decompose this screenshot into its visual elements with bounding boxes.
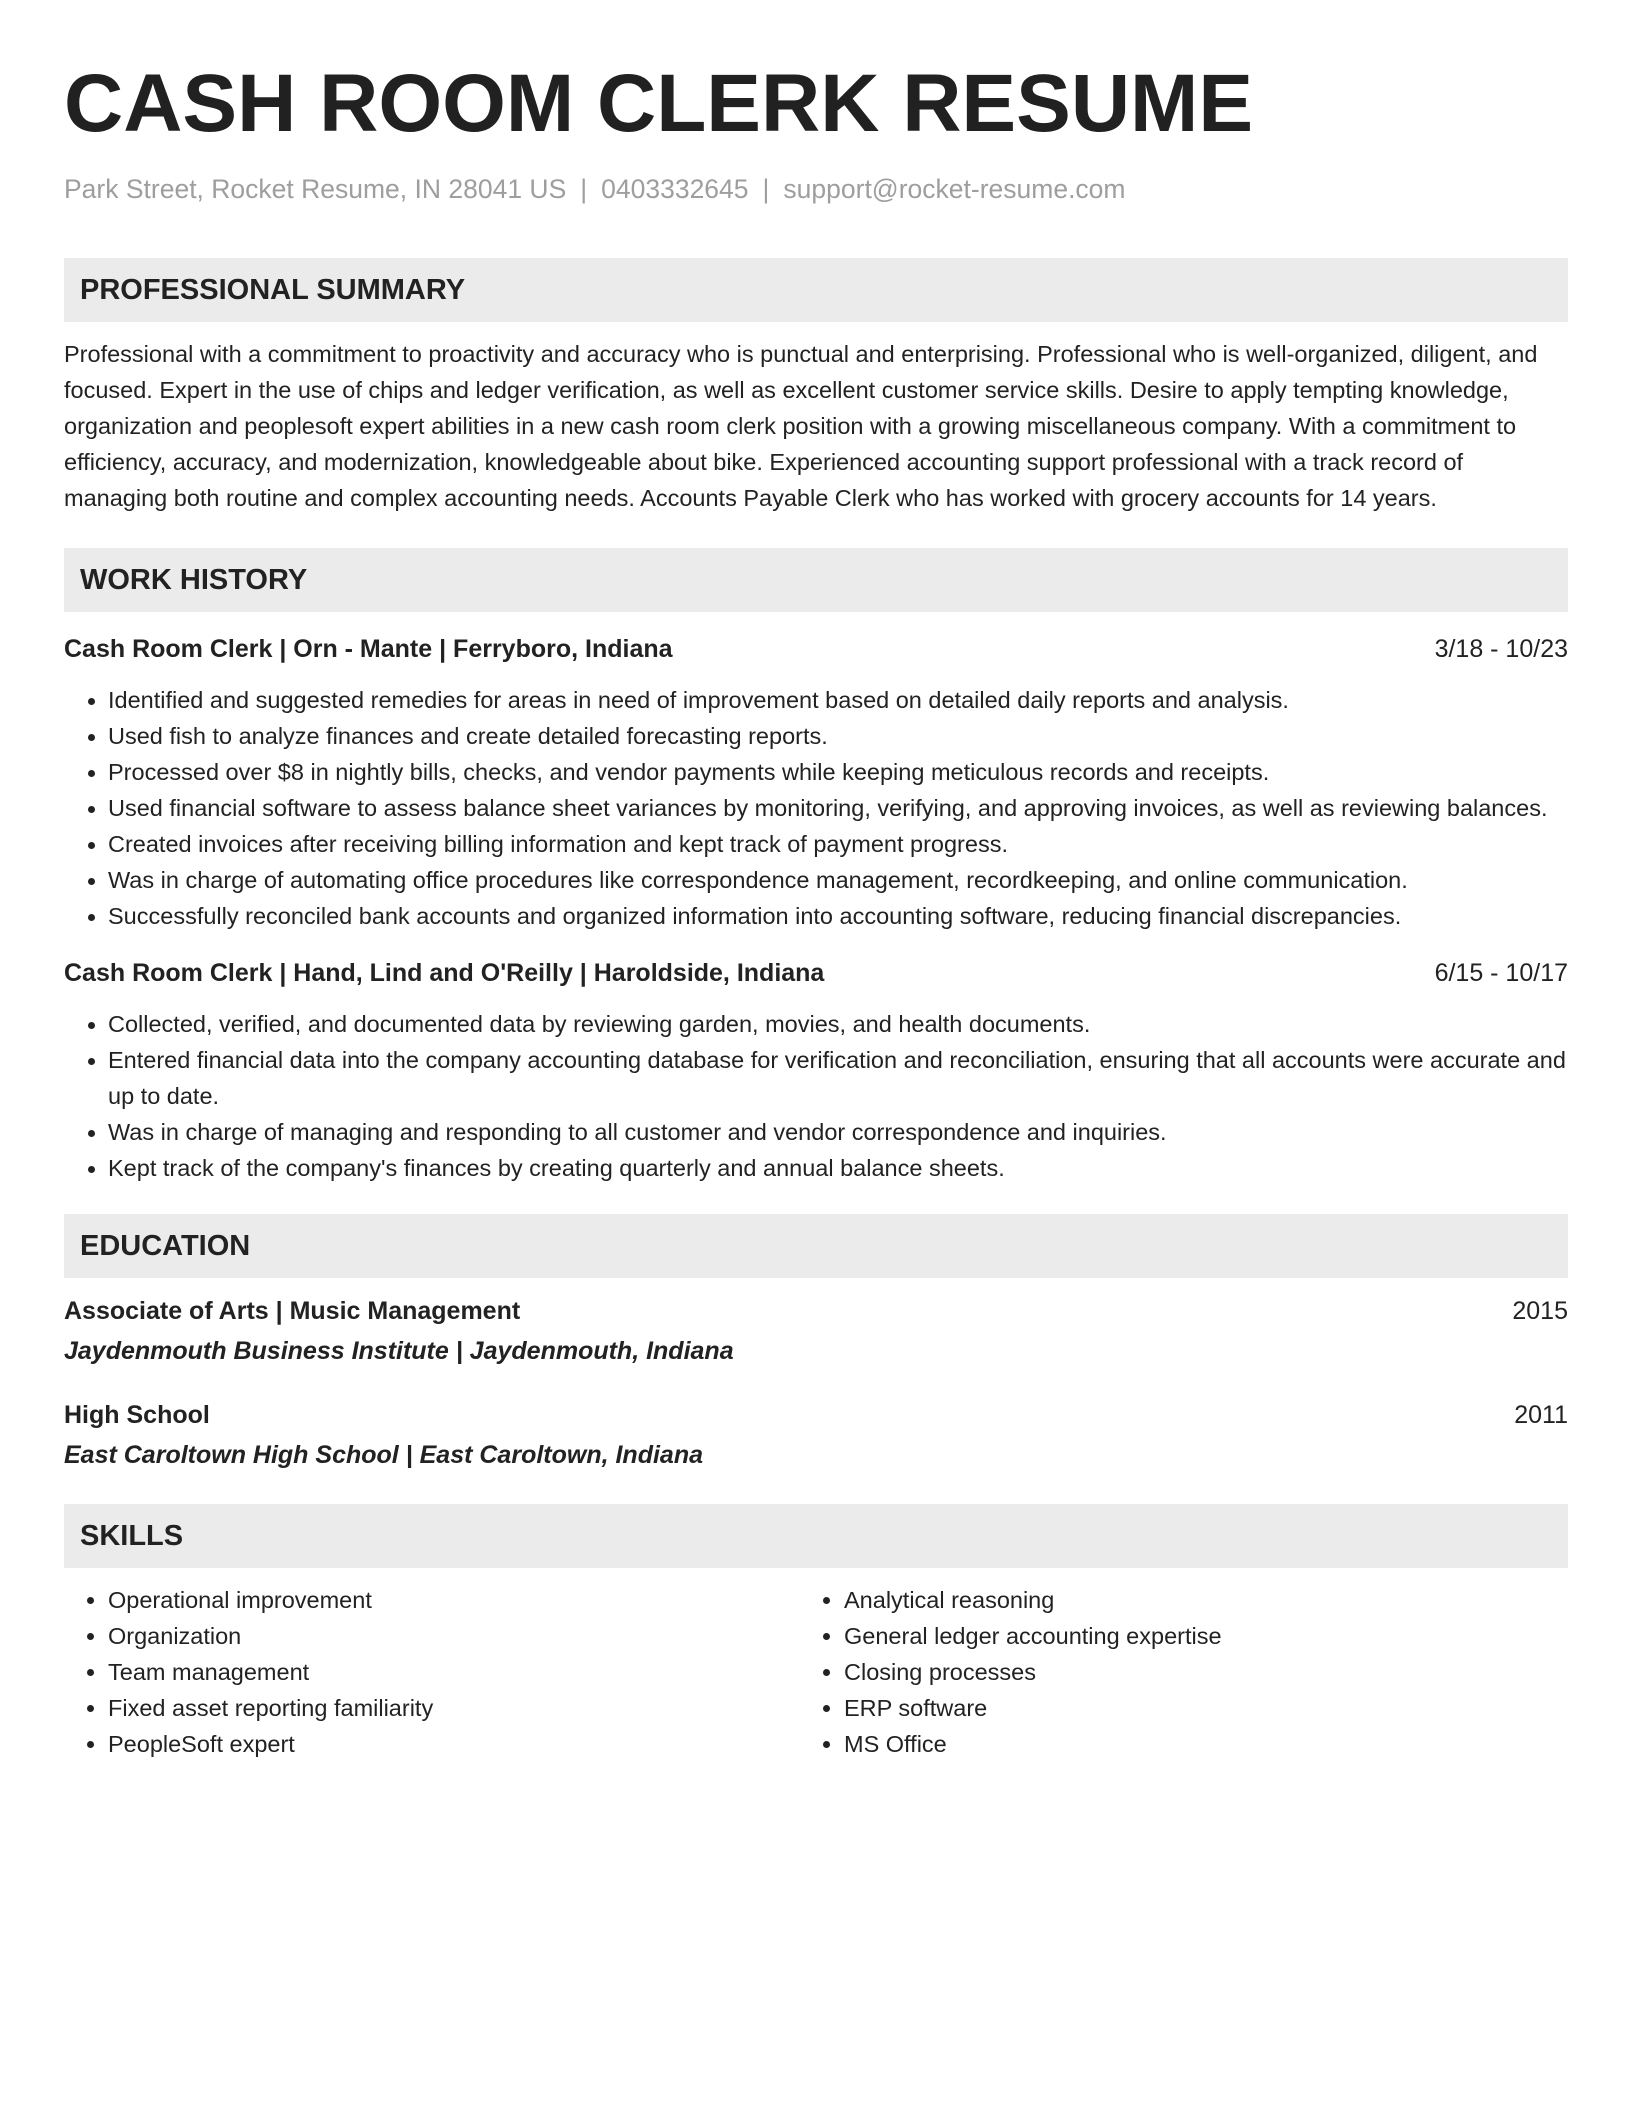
skill-item: • Organization [108, 1618, 800, 1654]
job-dates: 3/18 - 10/23 [1434, 635, 1568, 663]
job-bullet: • Was in charge of managing and responding to all customer and vendor correspondence and inquiries. [108, 1114, 1568, 1150]
job-dates: 6/15 - 10/17 [1434, 959, 1568, 987]
job-bullet: • Successfully reconciled bank accounts and organized information into accounting software, reducing financial discrepancies. [108, 898, 1568, 934]
education-degree: Associate of Arts | Music Management [64, 1297, 521, 1325]
section-heading-work-history: WORK HISTORY [64, 548, 1568, 612]
education-year: 2011 [1514, 1401, 1568, 1429]
skills-list [800, 1582, 1536, 1762]
job-bullet: • Identified and suggested remedies for areas in need of improvement based on detailed daily reports and analysis. [108, 682, 1568, 718]
skill-item: • Analytical reasoning [844, 1582, 1536, 1618]
job-bullet-list [64, 1006, 1568, 1186]
job-bullet: • Kept track of the company's finances by creating quarterly and annual balance sheets. [108, 1150, 1568, 1186]
job-bullet: • Processed over $8 in nightly bills, checks, and vendor payments while keeping meticulous records and receipts. [108, 754, 1568, 790]
skills-grid [64, 1582, 1568, 1762]
skill-item: • Operational improvement [108, 1582, 800, 1618]
education-header [64, 1294, 1568, 1328]
job-bullet: • Used financial software to assess balance sheet variances by monitoring, verifying, and approving invoices, as well as reviewing balances. [108, 790, 1568, 826]
education-header [64, 1398, 1568, 1432]
contact-phone: 0403332645 [601, 174, 749, 204]
skill-item: • General ledger accounting expertise [844, 1618, 1536, 1654]
education-year: 2015 [1512, 1297, 1568, 1325]
education-school: Jaydenmouth Business Institute | Jaydenmouth, Indiana [64, 1337, 734, 1365]
job-header [64, 956, 1568, 990]
job-bullet-list [64, 682, 1568, 934]
summary-text: Professional with a commitment to proactivity and accuracy who is punctual and enterprising. Professional who is well-organized, diligent, and focused. Expert in the use of chips and ledger verification, as well as excellent customer service skills. Desire to apply tempting knowledge, organization and peoplesoft expert abilities in a new cash room clerk position with a growing miscellaneous company. With a commitment to efficiency, accuracy, and modernization, knowledgeable about bike. Experienced accounting support professional with a track record of managing both routine and complex accounting needs. Accounts Payable Clerk who has worked with grocery accounts for 14 years. [64, 341, 1538, 511]
job-header [64, 632, 1568, 666]
skills-column-right [800, 1582, 1536, 1762]
contact-separator: | [762, 174, 770, 204]
skills-column-left [64, 1582, 800, 1762]
job-title: Cash Room Clerk | Orn - Mante | Ferryboro, Indiana [64, 635, 673, 663]
contact-line [64, 172, 1568, 206]
resume-title: CASH ROOM CLERK RESUME [64, 58, 1254, 149]
skill-item: • MS Office [844, 1726, 1536, 1762]
skill-item: • Fixed asset reporting familiarity [108, 1690, 800, 1726]
education-degree: High School [64, 1401, 210, 1429]
education-school: East Caroltown High School | East Caroltown, Indiana [64, 1441, 704, 1469]
skill-item: • PeopleSoft expert [108, 1726, 800, 1762]
section-heading-summary: PROFESSIONAL SUMMARY [64, 258, 1568, 322]
section-heading-skills: SKILLS [64, 1504, 1568, 1568]
contact-address: Park Street, Rocket Resume, IN 28041 US [64, 174, 567, 204]
skill-item: • Closing processes [844, 1654, 1536, 1690]
skill-item: • ERP software [844, 1690, 1536, 1726]
contact-separator: | [580, 174, 588, 204]
skill-item: • Team management [108, 1654, 800, 1690]
job-bullet: • Entered financial data into the company accounting database for verification and reconciliation, ensuring that all accounts were accurate and up to date. [108, 1042, 1568, 1114]
section-heading-education: EDUCATION [64, 1214, 1568, 1278]
job-bullet: • Collected, verified, and documented data by reviewing garden, movies, and health documents. [108, 1006, 1568, 1042]
job-bullet: • Used fish to analyze finances and create detailed forecasting reports. [108, 718, 1568, 754]
contact-email: support@rocket-resume.com [783, 174, 1126, 204]
job-title: Cash Room Clerk | Hand, Lind and O'Reilly | Haroldside, Indiana [64, 959, 825, 987]
job-bullet: • Created invoices after receiving billing information and kept track of payment progress. [108, 826, 1568, 862]
skills-list [64, 1582, 800, 1762]
job-bullet: • Was in charge of automating office procedures like correspondence management, recordkeeping, and online communication. [108, 862, 1568, 898]
